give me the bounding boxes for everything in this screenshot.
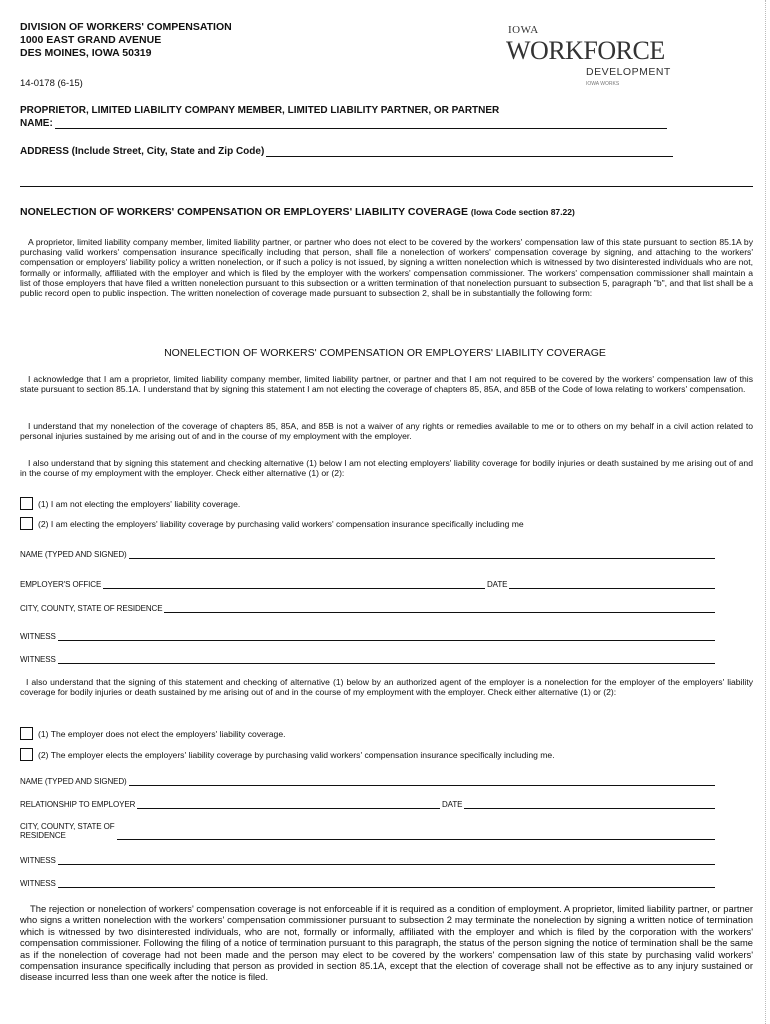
part1-date-field[interactable] bbox=[487, 579, 715, 589]
part2-option-1[interactable] bbox=[20, 727, 285, 740]
acknowledgement-paragraph-3: I also understand that by signing this statement and checking alternative (1) below I am not electing employers' liability coverage for bodily injuries or death sustained by me arising out of and in the course of my employment with the employer. Check either alternative (1) or (2): bbox=[20, 458, 753, 479]
part2-witness-1-field[interactable] bbox=[20, 855, 715, 865]
form-title: NONELECTION OF WORKERS' COMPENSATION OR EMPLOYERS' LIABILITY COVERAGE bbox=[164, 347, 606, 359]
part1-office-field[interactable] bbox=[20, 579, 485, 589]
part2-option-2-label: (2) The employer elects the employers' liability coverage by purchasing valid workers' compensation insurance specifically including me. bbox=[38, 749, 555, 760]
logo-workforce: WORKFORCE bbox=[506, 36, 665, 65]
part2-city-field[interactable] bbox=[20, 822, 715, 840]
proprietor-name-line[interactable] bbox=[55, 119, 667, 129]
part2-checkbox-1[interactable] bbox=[20, 727, 33, 740]
address-line[interactable] bbox=[266, 147, 673, 157]
iowa-workforce-logo bbox=[506, 24, 676, 94]
form-number: 14-0178 (6-15) bbox=[20, 78, 83, 89]
part1-office-line[interactable] bbox=[103, 579, 485, 589]
part2-name-field[interactable] bbox=[20, 776, 715, 786]
part1-witness-1-label: WITNESS bbox=[20, 632, 56, 641]
proprietor-heading: PROPRIETOR, LIMITED LIABILITY COMPANY MEMBER, LIMITED LIABILITY PARTNER, OR PARTNER bbox=[20, 105, 500, 116]
part1-checkbox-1[interactable] bbox=[20, 497, 33, 510]
part2-relationship-line[interactable] bbox=[137, 799, 440, 809]
part1-option-2[interactable] bbox=[20, 517, 524, 530]
section-reference: (Iowa Code section 87.22) bbox=[470, 207, 575, 217]
part1-name-line[interactable] bbox=[129, 549, 715, 559]
part1-city-field[interactable] bbox=[20, 603, 715, 613]
part2-witness-2-field[interactable] bbox=[20, 878, 715, 888]
part1-option-1[interactable] bbox=[20, 497, 240, 510]
proprietor-name-field[interactable] bbox=[20, 118, 667, 129]
agency-address bbox=[20, 21, 232, 60]
part2-witness-1-label: WITNESS bbox=[20, 856, 56, 865]
part1-option-1-label: (1) I am not electing the employers' liability coverage. bbox=[38, 498, 241, 509]
part2-witness-2-line[interactable] bbox=[58, 878, 715, 888]
address-line-2[interactable] bbox=[20, 186, 753, 187]
part1-witness-2-field[interactable] bbox=[20, 654, 715, 664]
acknowledgement-paragraph-1: I acknowledge that I am a proprietor, limited liability company member, limited liability partner, or partner and that I am not required to be covered by the workers' compensation law of this state pursuant to section 85.1A. I understand that by signing this statement I am not electing the coverage of chapters 85, 85A, and 85B of the Code of Iowa relating to workers' compensation. bbox=[20, 374, 753, 395]
logo-iowa: IOWA bbox=[508, 24, 539, 36]
part1-office-label: EMPLOYER'S OFFICE bbox=[20, 580, 102, 589]
proprietor-name-label: NAME: bbox=[20, 118, 53, 129]
part1-date-label: DATE bbox=[487, 580, 508, 589]
part1-checkbox-2[interactable] bbox=[20, 517, 33, 530]
part2-option-1-label: (1) The employer does not elect the employers' liability coverage. bbox=[38, 728, 286, 739]
part2-witness-1-line[interactable] bbox=[58, 855, 715, 865]
part1-date-line[interactable] bbox=[509, 579, 715, 589]
part1-witness-1-field[interactable] bbox=[20, 631, 715, 641]
part1-name-field[interactable] bbox=[20, 549, 715, 559]
agency-street: 1000 EAST GRAND AVENUE bbox=[20, 34, 162, 46]
part1-witness-2-label: WITNESS bbox=[20, 655, 56, 664]
part2-city-line[interactable] bbox=[117, 830, 715, 840]
part2-intro-paragraph: I also understand that the signing of this statement and checking of alternative (1) below by an authorized agent of the employer is a nonelection for the employer of the employers' liability coverage for bodily injuries or death sustained by me arising out of and in the course of my employment with the employer. Check either alternative (1) or (2): bbox=[20, 677, 753, 698]
part2-relationship-label: RELATIONSHIP TO EMPLOYER bbox=[20, 800, 136, 809]
part1-witness-2-line[interactable] bbox=[58, 654, 715, 664]
part2-date-line[interactable] bbox=[464, 799, 715, 809]
agency-city: DES MOINES, IOWA 50319 bbox=[20, 47, 152, 59]
scan-edge bbox=[765, 0, 770, 1024]
address-field[interactable] bbox=[20, 146, 673, 157]
part2-option-2[interactable] bbox=[20, 748, 555, 761]
part2-date-field[interactable] bbox=[442, 799, 715, 809]
part1-option-2-label: (2) I am electing the employers' liability coverage by purchasing valid workers' compensation insurance specifically including me bbox=[38, 518, 524, 529]
part1-name-label: NAME (TYPED AND SIGNED) bbox=[20, 550, 127, 559]
agency-name: DIVISION OF WORKERS' COMPENSATION bbox=[20, 21, 232, 33]
part2-name-line[interactable] bbox=[129, 776, 715, 786]
part1-witness-1-line[interactable] bbox=[58, 631, 715, 641]
part2-checkbox-2[interactable] bbox=[20, 748, 33, 761]
part2-city-label-1: CITY, COUNTY, STATE OF bbox=[20, 822, 115, 831]
part1-city-label: CITY, COUNTY, STATE OF RESIDENCE bbox=[20, 604, 163, 613]
part1-city-line[interactable] bbox=[164, 603, 715, 613]
intro-paragraph: A proprietor, limited liability company member, limited liability partner, or partner who does not elect to be covered by the workers' compensation law of this state pursuant to section 85.1A by purchasing valid workers' compensation insurance specifically including that person, shall file a nonelection of workers' compensation coverage by signing, and attaching to the workers' compensation or employers' liability policy a written nonelection, or if such a policy is not issued, by signing a written nonelection which is witnessed by two disinterested individuals who are not, formally or informally, affiliated with the employer and which is filed by the employer with the workers' compensation commissioner. The workers' compensation commissioner shall maintain a list of those employers that have filed a written nonelection pursuant to this subsection or a written termination of that nonelection pursuant to subsection 5, paragraph "b", and that list shall be a public record open to public inspection. The written nonelection of coverage made pursuant to subsection 2, shall be in substantially the following form: bbox=[20, 237, 753, 299]
acknowledgement-paragraph-2: I understand that my nonelection of the coverage of chapters 85, 85A, and 85B is not a waiver of any rights or remedies available to me or to others on my behalf in a civil action related to personal injuries sustained by me arising out of and in the course of my employment with the employer. bbox=[20, 421, 753, 442]
address-label: ADDRESS (Include Street, City, State and Zip Code) bbox=[20, 146, 265, 157]
logo-development: DEVELOPMENT bbox=[586, 66, 671, 78]
part2-name-label: NAME (TYPED AND SIGNED) bbox=[20, 777, 127, 786]
part2-date-label: DATE bbox=[442, 800, 463, 809]
section-title: NONELECTION OF WORKERS' COMPENSATION OR EMPLOYERS' LIABILITY COVERAGE (Iowa Code section 87.22) bbox=[20, 206, 575, 218]
part2-relationship-field[interactable] bbox=[20, 799, 440, 809]
part2-witness-2-label: WITNESS bbox=[20, 879, 56, 888]
logo-tagline: IOWA WORKS bbox=[586, 81, 620, 87]
closing-paragraph: The rejection or nonelection of workers' compensation coverage is not enforceable if it is required as a condition of employment. A proprietor, limited liability partner, or partner who signs a written nonelection with the workers' compensation commissioner pursuant to subsection 2 may terminate the nonelection by signing a written notice of termination which is witnessed by two disinterested individuals, who are not, formally or informally, affiliated with the employer and which is filed by the corporation with the workers' compensation commissioner. Following the filing of a notice of termination pursuant to this paragraph, the status of the person signing the notice of termination shall be the same as if the nonelection of coverage had not been made and the person may elect to be covered by the workers' compensation law of this state by purchasing valid workers' compensation insurance specifically including that person as provided in section 85.1A, except that the election of coverage shall not be effective as to any injury sustained or disease incurred less than one week after the notice is filed. bbox=[20, 903, 753, 983]
part2-city-label-2: RESIDENCE bbox=[20, 831, 66, 840]
